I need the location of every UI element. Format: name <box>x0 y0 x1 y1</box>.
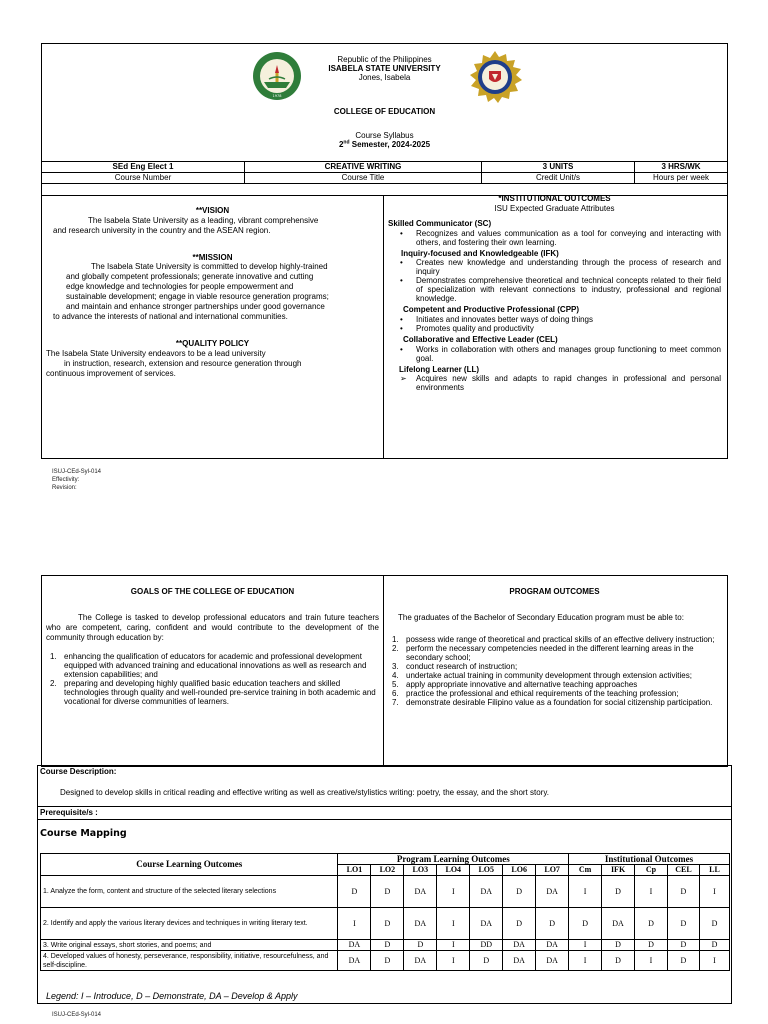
header-lines <box>42 55 727 82</box>
mapping-cell: DA <box>338 951 371 971</box>
document-code: ISUJ-CEd-Syl-014 <box>52 469 102 475</box>
mission-line: and globally competent professionals; generate innovative and cutting <box>66 272 314 282</box>
mapping-cell: D <box>470 951 503 971</box>
io-header: Institutional Outcomes <box>569 854 730 865</box>
clo-cell: 2. Identify and apply the various literary devices and techniques in writing literary text. <box>41 908 338 940</box>
outcome-item: • Works in collaboration with others and manages group functioning to meet common goal. <box>400 344 721 363</box>
goals-intro: The College is tasked to develop professional educators and train future teachers who are competent, caring, confident and would contribute to the development of the community through education by: <box>46 612 379 642</box>
column-header: CEL <box>667 865 699 876</box>
mission-line: edge knowledge and technologies for people empowerment and <box>66 282 294 292</box>
column-header: LO7 <box>536 865 569 876</box>
course-description-label: Course Description: <box>40 767 117 776</box>
clo-cell: 1. Analyze the form, content and structure of the selected literary selections <box>41 876 338 908</box>
mission-line: sustainable development; engage in viable resource generation programs; <box>66 292 329 302</box>
syllabus-title <box>42 131 727 149</box>
credit-units-value: 3 UNITS <box>482 162 635 172</box>
hours-per-week-value: 3 HRS/WK <box>661 162 701 171</box>
mapping-cell: DA <box>536 940 569 951</box>
mapping-cell: D <box>371 908 404 940</box>
outcome-item: • Creates new knowledge and understanding through the process of research and inquiry <box>400 258 721 277</box>
column-header: IFK <box>602 865 635 876</box>
mapping-cell: D <box>371 951 404 971</box>
mapping-cell: DA <box>503 940 536 951</box>
vision-outcomes-area <box>42 195 727 459</box>
mapping-cell: DA <box>602 908 635 940</box>
mapping-cell: D <box>635 940 668 951</box>
column-header: LO3 <box>404 865 437 876</box>
goals-list <box>46 652 379 706</box>
course-labels-row <box>42 172 727 183</box>
program-outcome-item: 2. perform the necessary competencies needed in the different learning areas in the secondary school; <box>392 643 694 662</box>
program-outcomes-title: PROGRAM OUTCOMES <box>509 587 600 596</box>
mapping-cell: D <box>667 876 699 908</box>
mapping-cell: I <box>338 908 371 940</box>
outcome-list <box>398 315 721 333</box>
table-header-row <box>41 854 730 865</box>
mapping-cell: I <box>699 876 729 908</box>
outcome-group-title: Inquiry-focused and Knowledgeable (IFK) <box>401 248 559 258</box>
university-location: Jones, Isabela <box>358 73 411 82</box>
mapping-cell: I <box>437 951 470 971</box>
outcome-list <box>398 345 721 363</box>
credit-units-label: Credit Unit/s <box>482 173 635 183</box>
mapping-cell: DA <box>536 951 569 971</box>
table-row <box>41 908 730 940</box>
mapping-cell: I <box>569 951 602 971</box>
program-outcome-item: 1. possess wide range of theoretical and practical skills of an effective delivery instruction; <box>392 634 715 644</box>
course-mapping-table <box>40 853 730 971</box>
mission-line: and maintain and enhance stronger partnerships under good governance <box>66 302 325 312</box>
program-outcomes-intro: The graduates of the Bachelor of Secondary Education program must be able to: <box>398 612 684 622</box>
outcome-item: • Recognizes and values communication as a tool for conveying and interacting with others, and fostering their own learning. <box>400 228 721 247</box>
outcome-item: • Promotes quality and productivity <box>400 323 534 333</box>
column-header: LO2 <box>371 865 404 876</box>
program-outcomes-list <box>388 635 721 707</box>
outcome-list <box>398 229 721 247</box>
mapping-cell: D <box>699 940 729 951</box>
university-name: ISABELA STATE UNIVERSITY <box>328 64 441 73</box>
outcome-group-title: Collaborative and Effective Leader (CEL) <box>403 334 558 344</box>
mapping-cell: DA <box>404 876 437 908</box>
mapping-cell: DA <box>503 951 536 971</box>
semester-text: 2nd Semester, 2024-2025 <box>338 139 431 149</box>
quality-line: in instruction, research, extension and resource generation through <box>64 358 302 368</box>
clo-cell: 3. Write original essays, short stories, and poems; and <box>41 940 338 951</box>
mapping-cell: D <box>635 908 668 940</box>
mapping-cell: D <box>404 940 437 951</box>
column-header: LO5 <box>470 865 503 876</box>
outcome-group-title: Skilled Communicator (SC) <box>388 219 492 229</box>
mapping-cell: DA <box>404 908 437 940</box>
revision-label: Revision: <box>52 485 77 491</box>
divider <box>38 819 731 820</box>
mapping-cell: D <box>602 940 635 951</box>
goal-item: 2. preparing and developing highly qualified basic education teachers and skilled technologies through quality and well-rounded pre-service training in both academic and vocational for diverse communities of learners. <box>50 678 376 706</box>
outcome-item: ➢ Acquires new skills and adapts to rapid changes in professional and personal environments <box>400 374 721 393</box>
hours-per-week-label: Hours per week <box>652 173 710 182</box>
page-footer-2 <box>52 1011 101 1019</box>
goals-title: GOALS OF THE COLLEGE OF EDUCATION <box>130 587 295 596</box>
column-header: LO1 <box>338 865 371 876</box>
clo-cell: 4. Developed values of honesty, perseverance, responsibility, initiative, resourcefulness, and self-discipline. <box>41 951 338 971</box>
table-row <box>41 940 730 951</box>
column-header: LO6 <box>503 865 536 876</box>
outcome-group-title: Competent and Productive Professional (CPP) <box>403 305 580 315</box>
mapping-cell: DA <box>470 908 503 940</box>
program-outcome-item: 6. practice the professional and ethical requirements of the teaching profession; <box>392 688 679 698</box>
mapping-cell: D <box>371 940 404 951</box>
seal-year: 1978 <box>272 94 282 98</box>
column-header: Cm <box>569 865 602 876</box>
clo-header: Course Learning Outcomes <box>41 854 338 876</box>
mapping-cell: I <box>569 940 602 951</box>
quality-policy-title: **QUALITY POLICY <box>175 339 250 349</box>
outcome-list <box>398 258 721 303</box>
mission-line: The Isabela State University is committed to develop highly-trained <box>91 262 328 272</box>
goals-outcomes-block <box>41 575 728 767</box>
vision-mission-column <box>42 196 384 459</box>
mapping-cell: I <box>635 951 668 971</box>
outcome-group-title: Lifelong Learner (LL) <box>399 364 479 374</box>
mapping-cell: D <box>338 876 371 908</box>
program-outcome-item: 3. conduct research of instruction; <box>392 661 518 671</box>
outcome-item: • Demonstrates comprehensive theoretical and technical concepts related to their field of specialization with relevant connections to industry, professional and regional knowledge. <box>400 276 721 304</box>
vision-line-2: and research university in the country and the ASEAN region. <box>53 225 271 235</box>
mapping-cell: I <box>437 876 470 908</box>
vision-title: **VISION <box>195 206 230 215</box>
quality-line: continuous improvement of services. <box>46 368 176 378</box>
mapping-cell: D <box>667 940 699 951</box>
institutional-outcomes-column <box>384 196 727 459</box>
mapping-cell: D <box>602 876 635 908</box>
document-code: ISUJ-CEd-Syl-014 <box>52 1012 102 1018</box>
course-description-text: Designed to develop skills in critical reading and effective writing as well as creative/stylistics writing: poetry, the essay, and the short story. <box>60 788 549 797</box>
mapping-cell: D <box>667 951 699 971</box>
mapping-cell: D <box>602 951 635 971</box>
mapping-cell: I <box>635 876 668 908</box>
table-row <box>41 951 730 971</box>
program-outcome-item: 5. apply appropriate innovative and alternative teaching approaches <box>392 679 638 689</box>
mapping-cell: D <box>699 908 729 940</box>
course-number-label: Course Number <box>42 173 245 183</box>
mapping-cell: D <box>371 876 404 908</box>
column-header: Cp <box>635 865 668 876</box>
column-header: LL <box>699 865 729 876</box>
mission-line: to advance the interests of national and international communities. <box>53 312 288 322</box>
mapping-cell: I <box>437 908 470 940</box>
mapping-cell: I <box>437 940 470 951</box>
mapping-cell: DA <box>338 940 371 951</box>
quality-line: The Isabela State University endeavors to be a lead university <box>46 348 266 358</box>
outcome-item: • Initiates and innovates better ways of doing things <box>400 314 593 324</box>
mapping-cell: D <box>503 876 536 908</box>
mapping-cell: DA <box>536 876 569 908</box>
document-type: Course Syllabus <box>355 131 414 140</box>
mapping-cell: DA <box>404 951 437 971</box>
header-title-area <box>42 44 727 161</box>
effectivity-label: Effectivity: <box>52 477 80 483</box>
course-values-row <box>42 161 727 172</box>
program-outcome-item: 7. demonstrate desirable Filipino value as a foundation for social citizenship participation. <box>392 697 713 707</box>
mapping-cell: D <box>667 908 699 940</box>
mission-title: **MISSION <box>192 252 233 262</box>
course-title-value: CREATIVE WRITING <box>245 162 482 172</box>
goal-item: 1. enhancing the qualification of educators for academic and professional development equipped with advanced training and educational innovations as well as research and extension capabilities; and <box>50 651 367 679</box>
program-outcomes-column <box>384 576 727 766</box>
vision-line-1: The Isabela State University as a leading, vibrant comprehensive <box>88 215 319 225</box>
mapping-cell: DA <box>470 876 503 908</box>
institutional-outcomes-title: *INSTITUTIONAL OUTCOMES <box>498 194 611 203</box>
program-outcome-item: 4. undertake actual training in community development through extension activities; <box>392 670 692 680</box>
outcome-list <box>398 374 721 392</box>
mapping-cell: I <box>569 876 602 908</box>
divider <box>38 806 731 807</box>
course-description-block <box>37 765 732 1004</box>
course-number-value: SEd Eng Elect 1 <box>42 162 245 172</box>
legend-text: Legend: I – Introduce, D – Demonstrate, DA – Develop & Apply <box>46 991 298 1001</box>
plo-header: Program Learning Outcomes <box>338 854 569 865</box>
mapping-cell: D <box>536 908 569 940</box>
page-footer <box>52 468 101 492</box>
mapping-cell: D <box>569 908 602 940</box>
table-row <box>41 876 730 908</box>
college-name: COLLEGE OF EDUCATION <box>333 107 436 116</box>
prerequisite-label: Prerequisite/s : <box>40 808 98 817</box>
syllabus-header <box>41 43 728 459</box>
mapping-cell: I <box>699 951 729 971</box>
goals-column <box>42 576 384 766</box>
course-mapping-title: Course Mapping <box>40 828 127 839</box>
mapping-cell: D <box>503 908 536 940</box>
column-header: LO4 <box>437 865 470 876</box>
institutional-outcomes-subtitle: ISU Expected Graduate Attributes <box>494 203 615 213</box>
republic-text: Republic of the Philippines <box>337 55 432 64</box>
mapping-cell: DD <box>470 940 503 951</box>
course-title-label: Course Title <box>245 173 482 183</box>
